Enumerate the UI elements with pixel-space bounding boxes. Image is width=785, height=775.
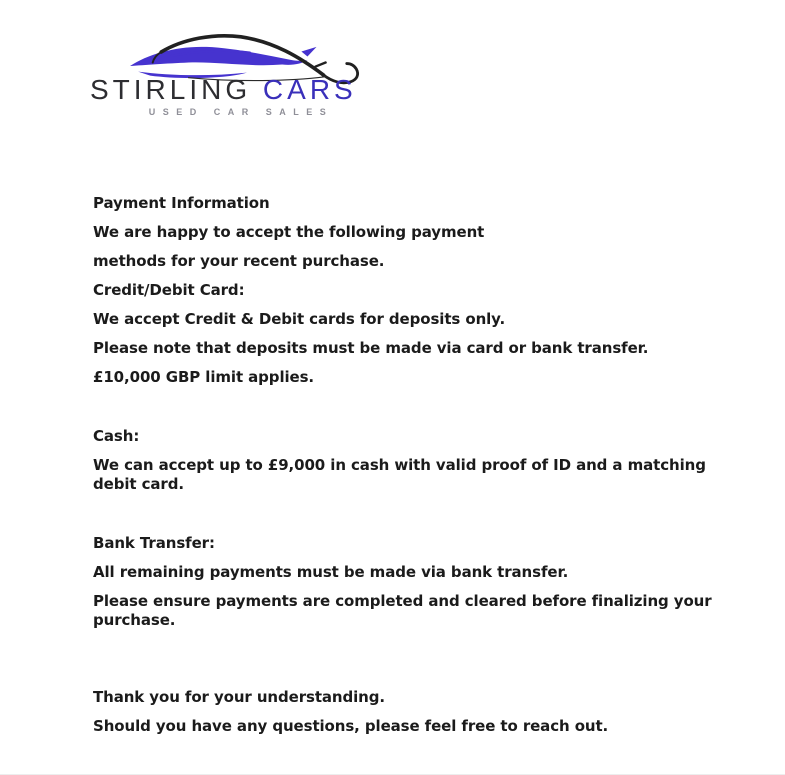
bank-section-line-1: All remaining payments must be made via bank transfer.	[93, 563, 569, 581]
card-section-line-2: Please note that deposits must be made via card or bank transfer.	[93, 339, 649, 357]
document-body	[93, 194, 733, 746]
cash-section-heading: Cash:	[93, 427, 140, 445]
card-section-line-1: We accept Credit & Debit cards for deposits only.	[93, 310, 506, 328]
brand-name-primary: STIRLING	[90, 74, 263, 105]
brand-name-secondary: CARS	[262, 74, 357, 105]
bank-section-body-2: Please ensure payments are completed and cleared before finalizing your purchase.	[93, 592, 712, 629]
closing-line-2: Should you have any questions, please feel free to reach out.	[93, 717, 609, 735]
intro-line-2: methods for your recent purchase.	[93, 252, 385, 270]
brand-tagline: USED CAR SALES	[148, 107, 334, 117]
card-section-line-3: £10,000 GBP limit applies.	[93, 368, 315, 386]
bank-section-heading: Bank Transfer:	[93, 534, 215, 552]
intro-line-1: We are happy to accept the following payment	[93, 223, 485, 241]
cash-section-body: We can accept up to £9,000 in cash with valid proof of ID and a matching debit card.	[93, 456, 706, 493]
card-section-heading: Credit/Debit Card:	[93, 281, 245, 299]
stirling-cars-logo	[90, 30, 392, 122]
closing-line-1: Thank you for your understanding.	[93, 688, 385, 706]
brand-wordmark	[90, 74, 392, 106]
document-title: Payment Information	[93, 194, 270, 212]
